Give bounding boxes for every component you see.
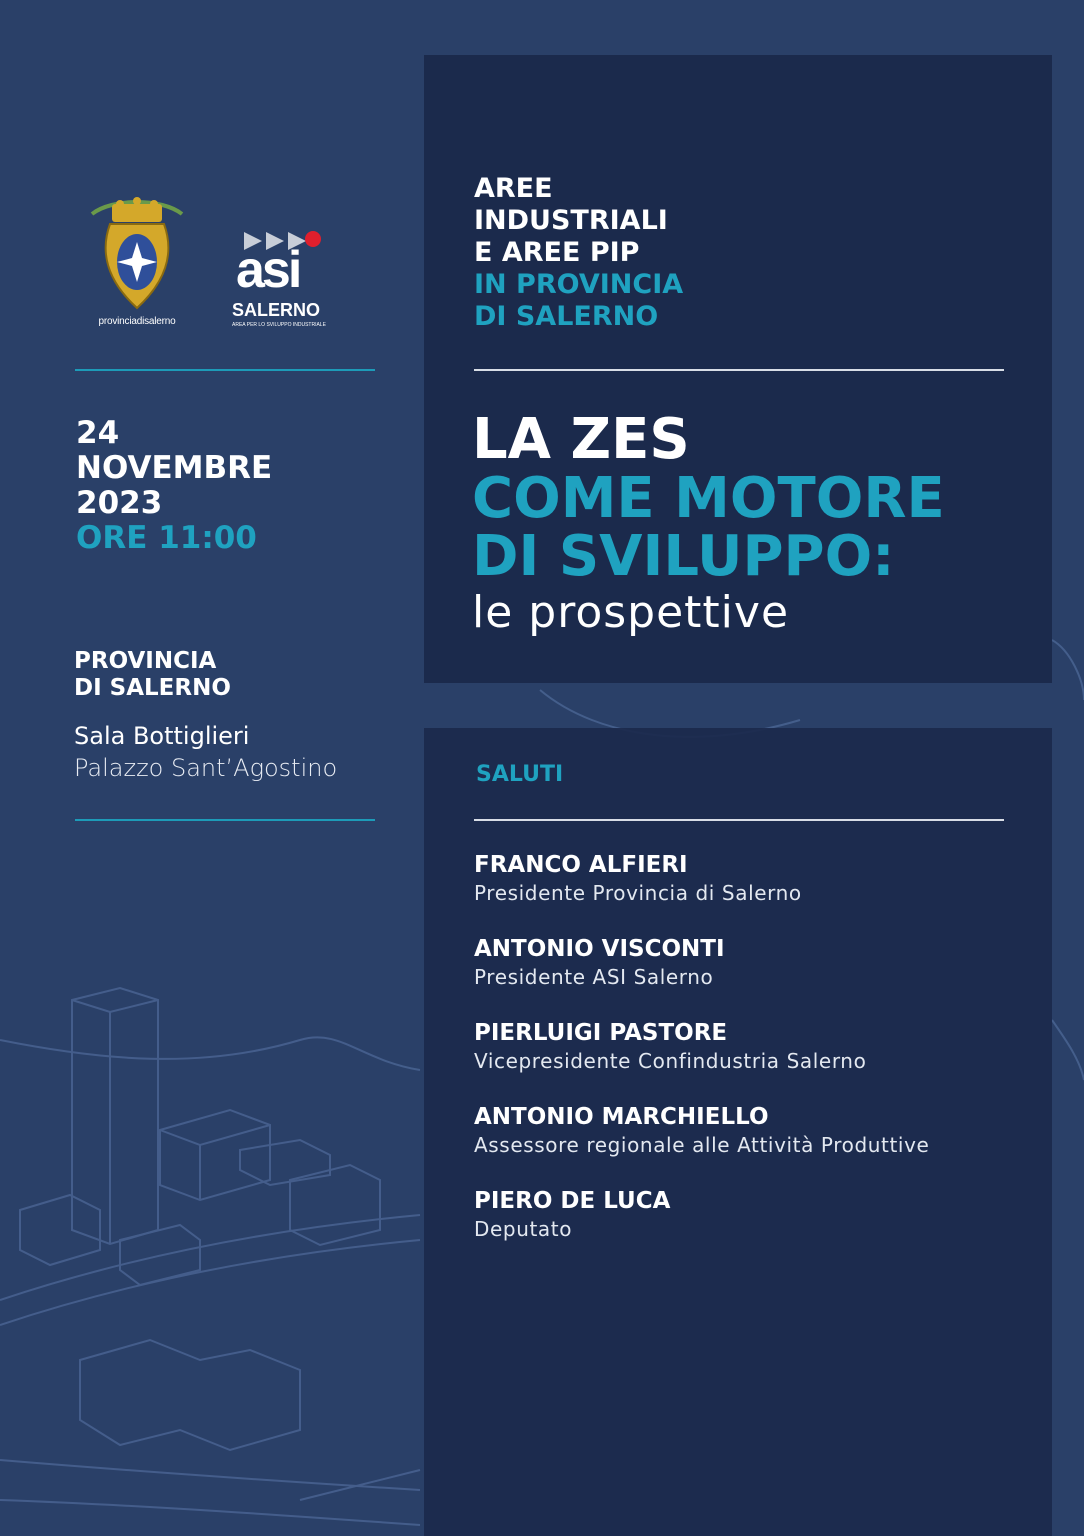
speaker-name: PIERO DE LUCA	[474, 1188, 671, 1214]
title-line-3: DI SVILUPPO:	[472, 524, 895, 589]
event-topic	[474, 173, 683, 333]
event-month: NOVEMBRE	[76, 450, 273, 486]
event-time: ORE 11:00	[76, 520, 257, 556]
speaker-item	[474, 934, 1034, 1018]
right-divider-top	[474, 369, 1004, 371]
topic-line-4: IN PROVINCIA	[474, 269, 684, 300]
speaker-name: FRANCO ALFIERI	[474, 852, 688, 878]
event-day: 24	[76, 415, 120, 451]
main-title	[472, 407, 945, 640]
topic-line-2: INDUSTRIALI	[474, 205, 668, 236]
venue-line-1: PROVINCIA	[74, 648, 217, 674]
speaker-role: Vicepresidente Confindustria Salerno	[474, 1049, 867, 1073]
speaker-item	[474, 1018, 1034, 1102]
speaker-name: PIERLUIGI PASTORE	[474, 1020, 728, 1046]
asi-logo	[228, 226, 332, 330]
topic-line-3: E AREE PIP	[474, 237, 640, 268]
title-line-2: COME MOTORE	[472, 466, 945, 531]
asi-logo-wordmark: asi	[236, 241, 300, 299]
provincia-logo	[82, 196, 192, 336]
event-venue	[74, 648, 337, 784]
left-divider-top	[75, 369, 375, 371]
title-line-1: LA ZES	[472, 407, 690, 472]
speaker-role: Presidente ASI Salerno	[474, 965, 714, 989]
speaker-item	[474, 1102, 1034, 1186]
venue-palace: Palazzo Sant’Agostino	[74, 754, 338, 782]
title-subtitle: le prospettive	[472, 587, 790, 638]
speaker-role: Presidente Provincia di Salerno	[474, 881, 802, 905]
asi-logo-tagline: AREA PER LO SVILUPPO INDUSTRIALE	[232, 322, 326, 328]
topic-line-5: DI SALERNO	[474, 301, 659, 332]
asi-logo-city: SALERNO	[232, 300, 321, 320]
event-year: 2023	[76, 485, 163, 521]
venue-hall: Sala Bottiglieri	[74, 722, 250, 750]
saluti-label: SALUTI	[476, 762, 564, 787]
left-divider-bottom	[75, 819, 375, 821]
speaker-role: Deputato	[474, 1217, 573, 1241]
coat-of-arms-icon	[82, 196, 192, 314]
event-date	[76, 416, 272, 556]
speakers-list	[474, 850, 1034, 1270]
provincia-logo-text: provinciadisalerno	[98, 316, 176, 327]
speaker-role: Assessore regionale alle Attività Produttive	[474, 1133, 930, 1157]
topic-line-1: AREE	[474, 173, 553, 204]
speaker-item	[474, 850, 1034, 934]
speaker-item	[474, 1186, 1034, 1270]
right-divider-bottom	[474, 819, 1004, 821]
venue-line-2: DI SALERNO	[74, 675, 231, 701]
speaker-name: ANTONIO VISCONTI	[474, 936, 725, 962]
speaker-name: ANTONIO MARCHIELLO	[474, 1104, 769, 1130]
